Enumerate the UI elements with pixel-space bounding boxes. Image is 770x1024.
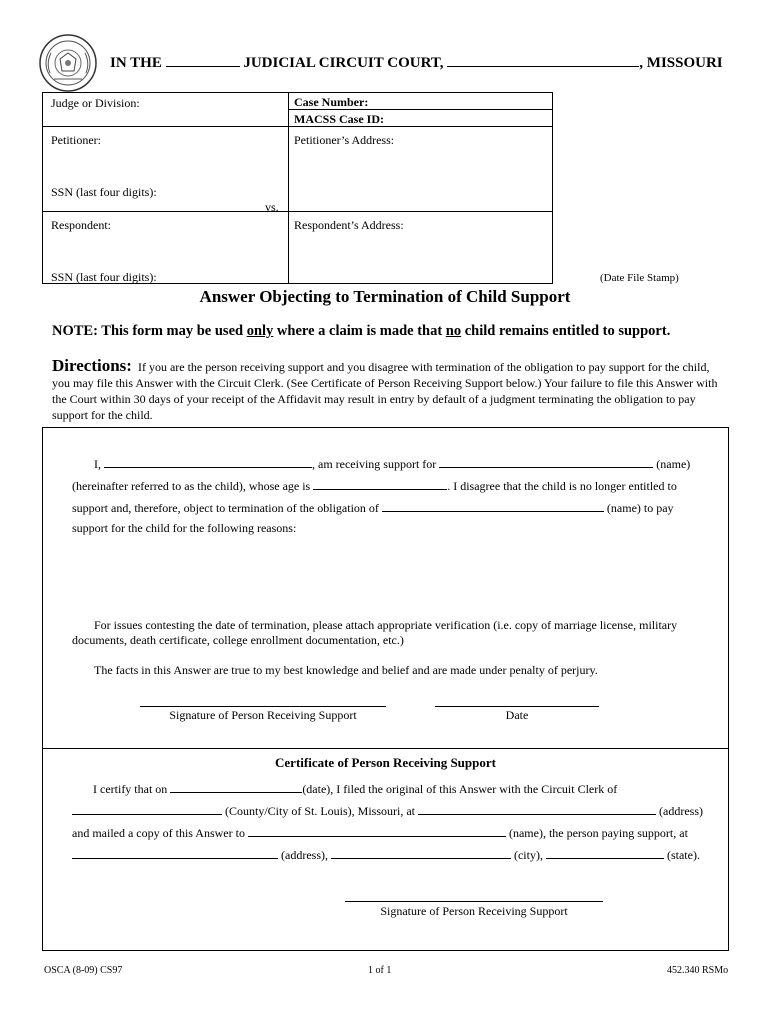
receiver-name-field[interactable] <box>104 455 312 468</box>
respondent-label: Respondent: <box>51 218 111 232</box>
date-line[interactable] <box>435 706 599 707</box>
directions <box>52 358 720 423</box>
date-label: Date <box>505 708 529 722</box>
statute-reference: 452.340 RSMo <box>667 965 729 976</box>
cert-line-2: (County/City of St. Louis), Missouri, at (address) <box>72 802 703 819</box>
body-line-1: I, , am receiving support for (name) <box>94 457 691 471</box>
petitioner-label: Petitioner: <box>51 133 101 147</box>
body-line-2: (hereinafter referred to as the child), whose age is . I disagree that the child is no longer entitled to <box>72 479 677 493</box>
signature-label: Signature of Person Receiving Support <box>169 708 357 722</box>
case-number-label: Case Number: <box>294 95 369 109</box>
body-line-4: support for the child for the following reasons: <box>72 521 297 535</box>
payer-address-field[interactable] <box>72 846 278 859</box>
respondent-address-label: Respondent’s Address: <box>294 218 404 232</box>
form-code: OSCA (8-09) CS97 <box>44 965 123 976</box>
payer-city-field[interactable] <box>331 846 511 859</box>
directions-text: If you are the person receiving support and you disagree with termination of the obligation to pay support for the child, you may file this Answer with the Circuit Clerk. (See Certificate of Person Receiving Support below.) Your failure to file this Answer with the Court within 30 days of your receipt of the Affidavit may result in entry by default of a judgment terminating the obligation to pay support for the child. <box>52 360 718 422</box>
payer-state-field[interactable] <box>546 846 664 859</box>
answer-box <box>42 427 729 951</box>
obligor-name-field[interactable] <box>382 499 604 512</box>
county-field[interactable] <box>447 52 639 67</box>
cert-line-3: and mailed a copy of this Answer to (name), the person paying support, at <box>72 826 688 840</box>
child-age-field[interactable] <box>313 477 447 490</box>
directions-heading: Directions: <box>52 356 132 375</box>
clerk-address-field[interactable] <box>418 802 656 815</box>
issues-line-1: For issues contesting the date of termination, please attach appropriate verification (i.e. copy of marriage license, military <box>94 618 678 632</box>
header-state: , MISSOURI <box>639 55 723 71</box>
cert-line-1: I certify that on (date), I filed the original of this Answer with the Circuit Clerk of <box>93 782 618 796</box>
petitioner-address-label: Petitioner’s Address: <box>294 133 395 147</box>
header-court: JUDICIAL CIRCUIT COURT, <box>243 55 444 71</box>
filing-date-field[interactable] <box>170 780 302 793</box>
missouri-seal-logo <box>38 33 98 93</box>
vs-label: vs. <box>265 200 279 214</box>
date-file-stamp: (Date File Stamp) <box>600 272 679 284</box>
county-city-field[interactable] <box>72 802 222 815</box>
cert-signature-label: Signature of Person Receiving Support <box>380 904 568 918</box>
ssn-label-2: SSN (last four digits): <box>51 270 157 284</box>
form-title: Answer Objecting to Termination of Child Support <box>199 287 571 306</box>
court-header <box>110 52 723 72</box>
signature-line[interactable] <box>140 706 386 707</box>
macss-label: MACSS Case ID: <box>294 112 384 126</box>
reasons-area[interactable] <box>72 540 702 610</box>
ssn-label-1: SSN (last four digits): <box>51 185 157 199</box>
note: NOTE: This form may be used only where a claim is made that no child remains entitled to support. <box>52 323 671 339</box>
payer-name-field[interactable] <box>248 824 506 837</box>
issues-line-2: documents, death certificate, college enrollment documentation, etc.) <box>72 633 404 647</box>
body-line-3: support and, therefore, object to termination of the obligation of (name) to pay <box>72 501 674 515</box>
child-name-field[interactable] <box>439 455 653 468</box>
cert-line-4: (address), (city), (state). <box>72 846 700 863</box>
case-caption-box <box>42 92 553 284</box>
judge-label: Judge or Division: <box>51 96 140 110</box>
facts-statement: The facts in this Answer are true to my best knowledge and belief and are made under penalty of perjury. <box>94 663 598 677</box>
circuit-number-field[interactable] <box>166 52 240 67</box>
certificate-heading: Certificate of Person Receiving Support <box>275 755 496 770</box>
page-number: 1 of 1 <box>368 965 392 976</box>
header-in-the: IN THE <box>110 55 162 71</box>
cert-signature-line[interactable] <box>345 901 603 902</box>
